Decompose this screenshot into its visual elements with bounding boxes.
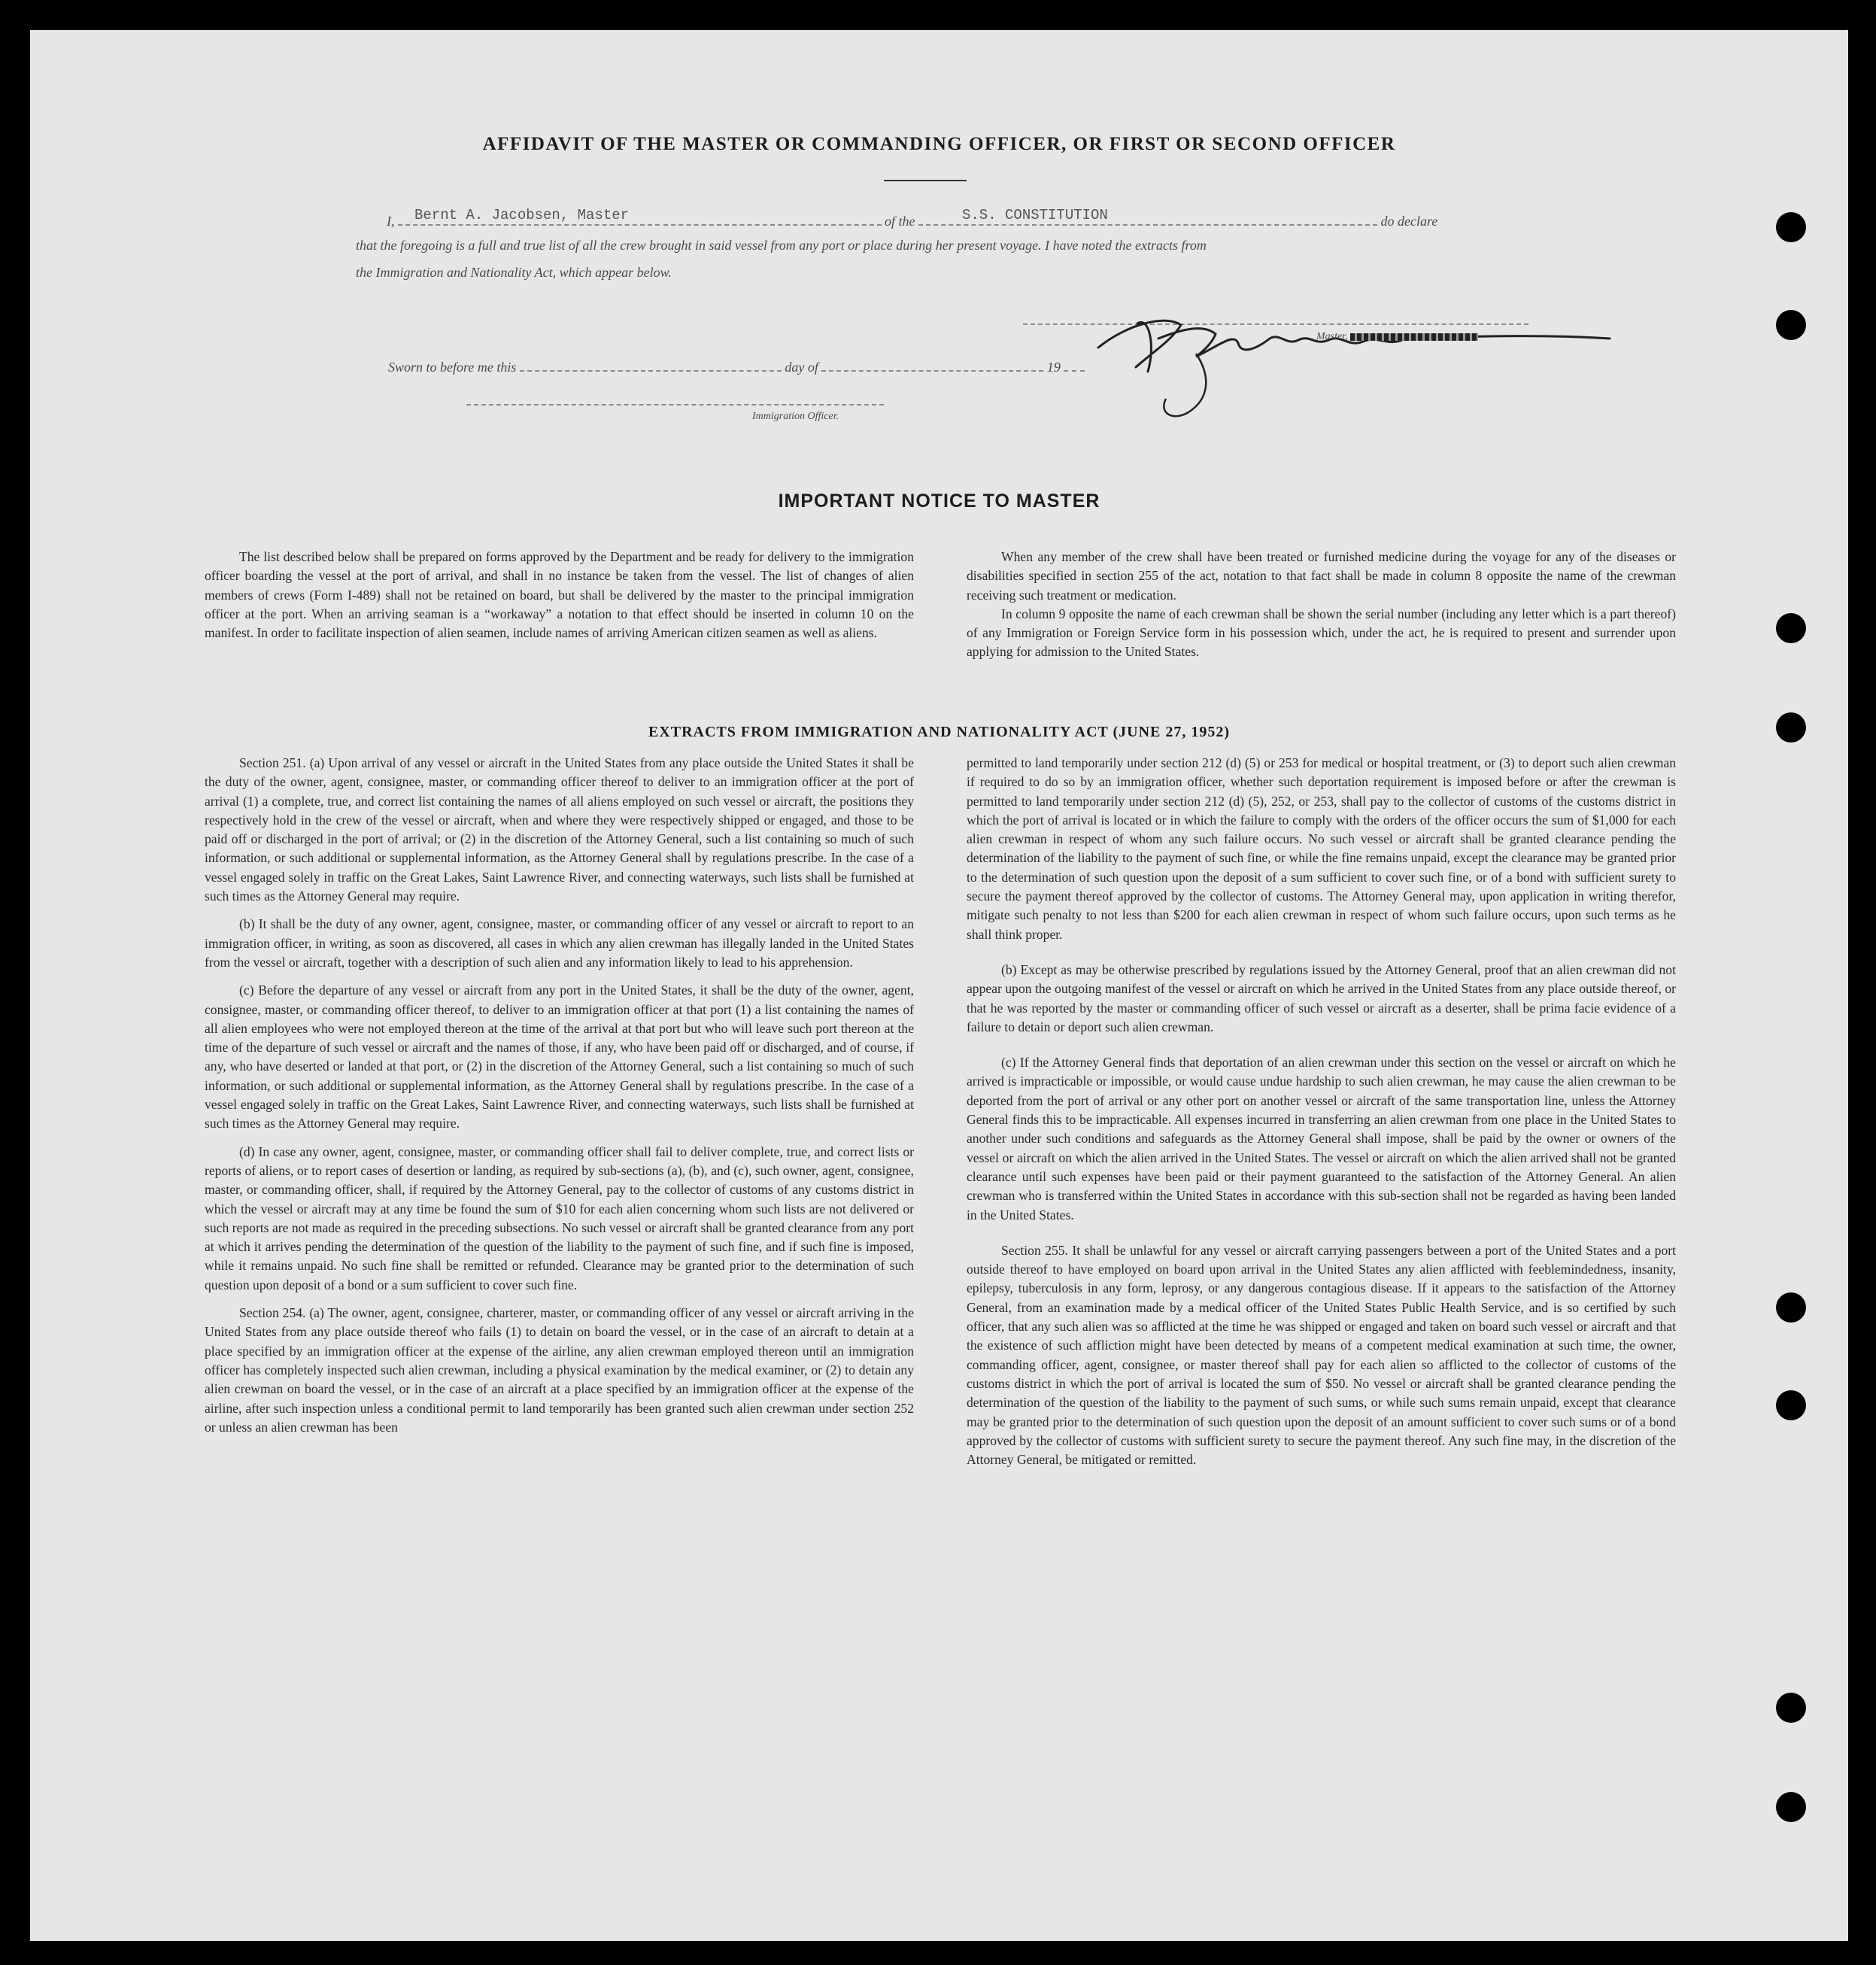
sworn-day-field — [520, 357, 782, 372]
master-name-field — [398, 207, 660, 226]
notice-left-paragraph: The list described below shall be prepared on forms approved by the Department and be ready for delivery to the immigration officer boarding the vessel at the port of arrival, and shall in no instance be taken from the vessel. The list of changes of alien members of crews (Form I-489) shall not be retained on board, but shall be delivered by the master to the principal immigration officer at the port. When an arriving seaman is a “workaway” a notation to that effect should be inserted in column 10 on the manifest. In order to facilitate inspection of alien seamen, include names of arriving American citizen seamen as well as aliens. — [205, 549, 914, 641]
notice-right-column — [967, 548, 1676, 671]
punch-hole — [1776, 1292, 1806, 1323]
officer-signature-line — [466, 404, 884, 405]
signature-caption — [1316, 331, 1478, 343]
declaration-line-1 — [387, 207, 1438, 229]
notice-right-paragraph-1: When any member of the crew shall have been treated or furnished medicine during the voyage for any of the diseases or disabilities specified in section 255 of the act, notation to that fact shall be made in column 8 opposite the name of the crewman receiving such treatment or medication. — [967, 549, 1676, 603]
notice-right-paragraph-2: In column 9 opposite the name of each crewman shall be shown the serial number (including any letter which is a part thereof) of any Immigration or Foreign Service form in his possession which, under the act, he is required to present and surrender upon applying for admission to the United States. — [967, 606, 1676, 660]
section-254-a: Section 254. (a) The owner, agent, consignee, charterer, master, or commanding officer of any vessel or aircraft arriving in the United States from any place outside thereof who fails (1) to detain on board the vessel, or in the case of an aircraft to detain at a place specified by an immigration officer at the expense of the airline, any alien crewman employed thereon until an immigration officer has completely inspected such alien crewman, including a physical examination by the medical examiner, or (2) to detain any alien crewman on board the vessel, or in the case of an aircraft at a place specified by an immigration officer at the expense of the airline, after such inspection unless a conditional permit to land temporarily has been granted such alien crewman under section 252 or unless an alien crewman has been — [205, 1305, 914, 1435]
punch-hole — [1776, 1693, 1806, 1723]
section-251-d: (d) In case any owner, agent, consignee, master, or commanding officer shall fail to deliver complete, true, and correct lists or reports of aliens, or to report cases of desertion or landing, as required by sub-sections (a), (b), and (c), such owner, agent, consignee, master, or commanding officer, shall, if required by the Attorney General, pay to the collector of customs of any customs district in which the vessel or aircraft may at any time be found the sum of $10 for each alien concerning whom such lists are not delivered or such reports are not made as required in the preceding subsections. No such vessel or aircraft shall be granted clearance from any port at which it arrives pending the determination of the question of the liability to the payment of such fine, and if such fine is imposed, while it remains unpaid. No such fine shall be remitted or refunded. Clearance may be granted prior to the determination of such question upon deposit of a bond or a sum sufficient to cover such fine. — [205, 1143, 914, 1292]
extracts-left-column — [205, 754, 914, 1446]
section-254-a-continued: permitted to land temporarily under section 212 (d) (5) or 253 for medical or hospital treatment, or (3) to deport such alien crewman if required to do so by an immigration officer, whether such deportation requirement is imposed before or after the crewman is permitted to land temporarily under section 212 (d) (5), 252, or 253, shall pay to the collector of customs of the customs district in which the port of arrival is located or in which the failure to comply with the orders of the officer occurs the sum of $1,000 for each alien crewman in respect of whom any such failure occurs. No such vessel or aircraft shall be granted clearance pending the determination of the liability to the payment of such fine, or while the fine remains unpaid, except the clearance may be granted prior to the determination of such question upon the deposit of a sum sufficient to cover such fine, or of a bond with sufficient surety to secure the payment thereof approved by the collector of customs. The Attorney General may, upon application in writing therefor, mitigate such penalty to not less than $200 for each alien crewman in respect of whom such failure occurs, upon such terms as he shall think proper. — [967, 755, 1676, 942]
extracts-right-column — [967, 754, 1676, 1478]
declaration-line-2: that the foregoing is a full and true list of all the crew brought in said vessel from any port or place during her present voyage. I have noted the extracts from — [356, 238, 1207, 253]
of-the-label: of the — [885, 214, 915, 229]
notice-left-column — [205, 548, 914, 651]
section-255: Section 255. It shall be unlawful for any vessel or aircraft carrying passengers between a port of the United States and a port outside thereof to have employed on board upon arrival in the United States any alien afflicted with feeblemindedness, insanity, epilepsy, tuberculosis in any form, leprosy, or any dangerous contagious disease. If it appears to the satisfaction of the Attorney General, from an examination made by a medical officer of the United States Public Health Service, and is so certified by such officer, that any such alien was so afflicted at the time he was shipped or engaged and taken on board such vessel or aircraft and that the existence of such affliction might have been detected by means of a competent medical examination at such time, the owner, commanding officer, agent, consignee, or master thereof shall pay for each alien so afflicted to the collector of customs of the customs district in which the port of arrival is located the sum of $50. No vessel or aircraft shall be granted clearance pending the determination of the question of the liability to the payment of such sums, or while such sums remain unpaid, except that clearance may be granted prior to the determination of such question upon the deposit of an amount sufficient to cover such sums or of a bond approved by the collector of customs with sufficient surety to secure the payment thereof. Any such fine may, in the discretion of the Attorney General, be mitigated or remitted. — [967, 1242, 1676, 1468]
master-label: Master, — [1316, 331, 1348, 342]
master-name-value: Bernt A. Jacobsen, Master — [414, 207, 630, 223]
notice-title: IMPORTANT NOTICE TO MASTER — [778, 490, 1100, 512]
title-divider — [884, 180, 967, 181]
punch-hole — [1776, 212, 1806, 242]
document-page — [30, 30, 1848, 1941]
declaration-line-3: the Immigration and Nationality Act, which appear below. — [356, 265, 672, 280]
sworn-label: Sworn to before me this — [388, 360, 517, 375]
section-251-a: Section 251. (a) Upon arrival of any vessel or aircraft in the United States from any place outside the United States it shall be the duty of the owner, agent, consignee, master, or commanding officer thereof to deliver to an immigration officer at the port of arrival (1) a complete, true, and correct list containing the names of all aliens employed on such vessel or aircraft, the positions they respectively hold in the crew of the vessel or aircraft, when and where they were respectively shipped or engaged, and those to be paid off or discharged in the port of arrival; or (2) in the discretion of the Attorney General, such a list containing so much of such information, or such additional or supplemental information, as the Attorney General shall by regulations prescribe. In the case of a vessel engaged solely in traffic on the Great Lakes, Saint Lawrence River, and connecting waterways, such lists shall be furnished at such times as the Attorney General may require. — [205, 755, 914, 904]
year-label: 19 — [1046, 360, 1061, 375]
extracts-title: EXTRACTS FROM IMMIGRATION AND NATIONALITY ACT (JUNE 27, 1952) — [648, 724, 1231, 740]
do-declare-label: do declare — [1380, 214, 1438, 229]
affidavit-title: AFFIDAVIT OF THE MASTER OR COMMANDING OFFICER, OR FIRST OR SECOND OFFICER — [482, 134, 1396, 154]
punch-hole — [1776, 613, 1806, 643]
punch-hole — [1776, 1390, 1806, 1420]
section-254-c: (c) If the Attorney General finds that deportation of an alien crewman under this section on the vessel or aircraft on which he arrived is impracticable or impossible, or would cause undue hardship to such alien crewman, he may cause the alien crewman to be deported from the port of arrival or any other port on another vessel or aircraft of the same transportation line, unless the Attorney General finds this to be impracticable. All expenses incurred in transferring an alien crewman from one place in the United States to another under such conditions and safeguards as the Attorney General shall impose, shall be paid by the owner or owners of the vessel or aircraft on which the alien arrived in the United States. The vessel or aircraft on which the alien arrived shall not be granted clearance until such expenses have been paid or their payment guaranteed to the satisfaction of the Attorney General. An alien crewman who is transferred within the United States in accordance with this sub-section shall not be regarded as having been landed in the United States. — [967, 1055, 1676, 1222]
declaration-i: I, — [387, 214, 395, 229]
section-251-b: (b) It shall be the duty of any owner, agent, consignee, master, or commanding officer of any vessel or aircraft to report to an immigration officer, in writing, as soon as discovered, all cases in which any alien crewman has illegally landed in the United States from the vessel or aircraft, together with a description of such alien and any information likely to lead to his apprehension. — [205, 916, 914, 970]
punch-hole — [1776, 712, 1806, 743]
sworn-month-field — [821, 357, 1043, 372]
section-251-c: (c) Before the departure of any vessel or aircraft from any port in the United States, it shall be the duty of the owner, agent, consignee, master, or commanding officer thereof, to deliver to an immigration officer at that port (1) a list containing the names of all alien employees who were not employed thereon at the time of the arrival at that port but who will leave such port thereon at the time of the departure of such vessel or aircraft and the names of those, if any, who have been paid off or discharged, and of course, if any, who have deserted or landed at that port, or (2) in the discretion of the Attorney General, such a list containing so much of such information, or such additional or supplemental information, as the Attorney General shall by regulations prescribe. In the case of a vessel engaged solely in traffic on the Great Lakes, Saint Lawrence River, and connecting waterways, such lists shall be furnished at such times as the Attorney General may require. — [205, 982, 914, 1131]
vessel-name-field — [918, 207, 1377, 226]
section-254-b: (b) Except as may be otherwise prescribed by regulations issued by the Attorney General, proof that an alien crewman did not appear upon the outgoing manifest of the vessel or aircraft on which he arrived in the United States from any place outside thereof, or that he was reported by the master or commanding officer of such vessel or aircraft as a deserter, shall be prima facie evidence of a failure to detain or deport such alien crewman. — [967, 961, 1676, 1034]
struck-out-text — [1350, 333, 1478, 341]
vessel-name-value: S.S. CONSTITUTION — [962, 207, 1108, 223]
day-of-label: day of — [785, 360, 818, 375]
sworn-line — [388, 357, 1085, 375]
punch-hole — [1776, 1792, 1806, 1822]
master-signature — [1083, 293, 1632, 421]
officer-label: Immigration Officer. — [752, 411, 839, 422]
punch-hole — [1776, 310, 1806, 340]
